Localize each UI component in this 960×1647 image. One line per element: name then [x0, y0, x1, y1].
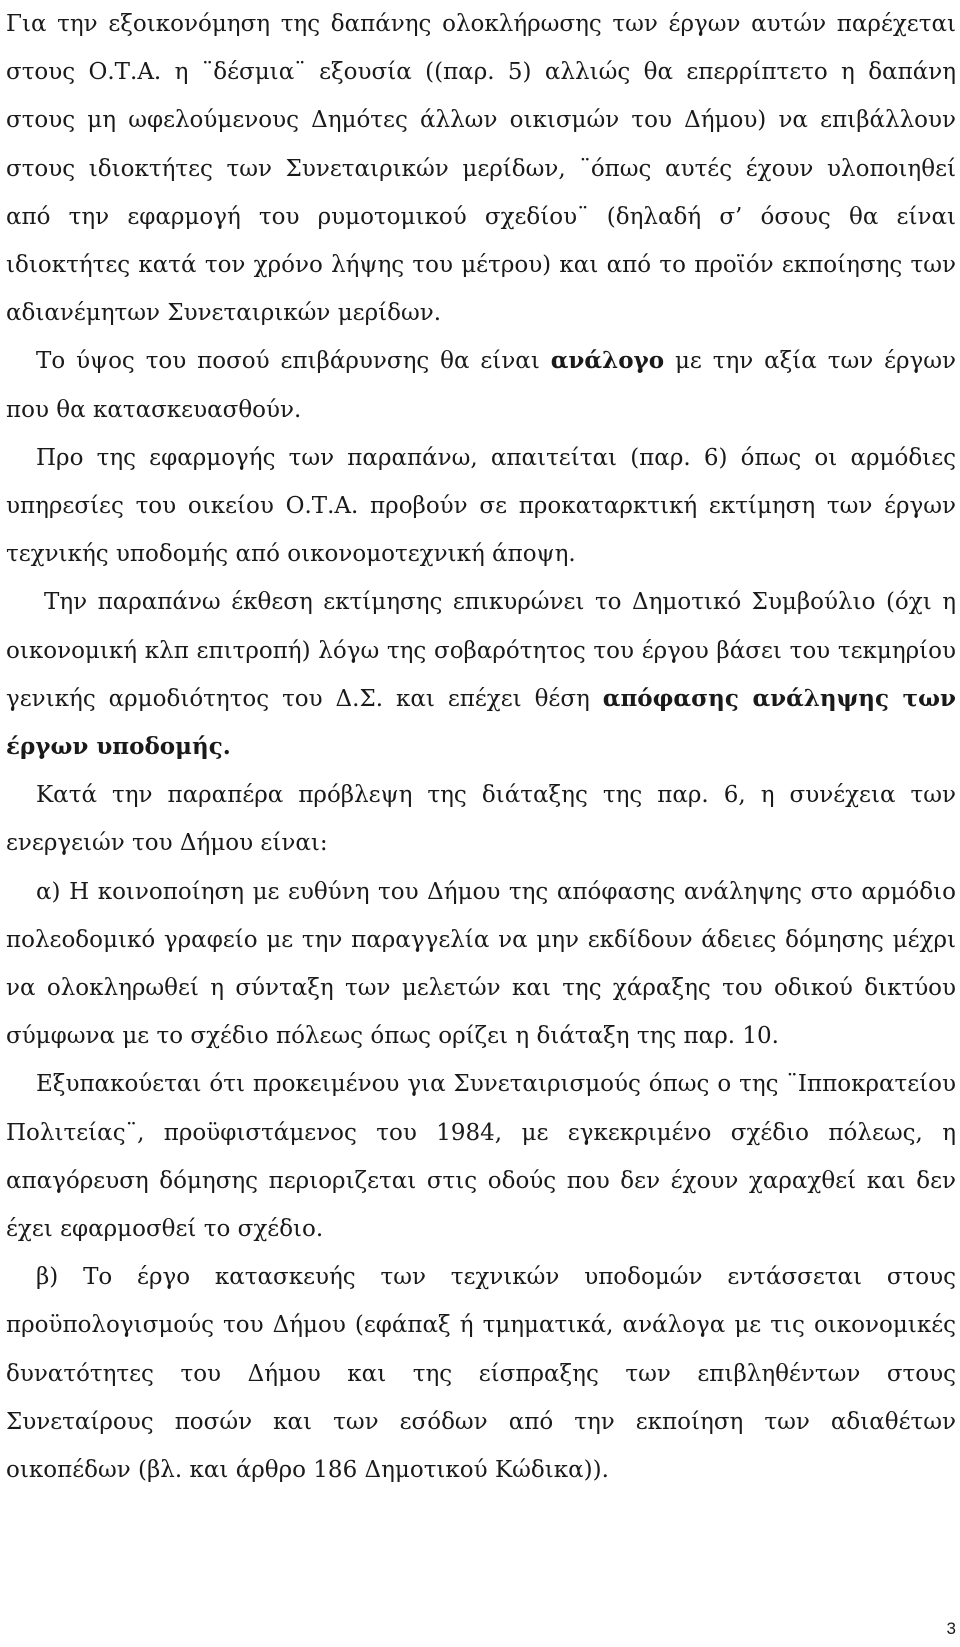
- paragraph-2-text-b: με την αξία των έργων που θα κατασκευασθούν.: [6, 348, 956, 423]
- paragraph-6: α) Η κοινοποίηση με ευθύνη του Δήμου της απόφασης ανάληψης στο αρμόδιο πολεοδομικό γραφείο με την παραγγελία να μην εκδίδουν άδειες δόμησης μέχρι να ολοκληρωθεί η σύνταξη των μελετών και της χάραξης του οδικού δικτύου σύμφωνα με το σχέδιο πόλεως όπως ορίζει η διάταξη της παρ. 10.: [6, 878, 956, 1050]
- paragraph-4: [6, 578, 956, 771]
- paragraph-3: Προ της εφαρμογής των παραπάνω, απαιτείται (παρ. 6) όπως οι αρμόδιες υπηρεσίες του οικείου Ο.Τ.Α. προβούν σε προκαταρκτική εκτίμηση των έργων τεχνικής υποδομής από οικονομοτεχνική άποψη.: [6, 444, 956, 568]
- paragraph-1: Για την εξοικονόμηση της δαπάνης ολοκλήρωσης των έργων αυτών παρέχεται στους Ο.Τ.Α. η ¨δέσμια¨ εξουσία ((παρ. 5) αλλιώς θα επερρίπτετο η δαπάνη στους μη ωφελούμενους Δημότες άλλων οικισμών του Δήμου) να επιβάλλουν στους ιδιοκτήτες των Συνεταιρικών μερίδων, ¨όπως αυτές έχουν υλοποιηθεί από την εφαρμογή του ρυμοτομικού σχεδίου¨ (δηλαδή σ’ όσους θα είναι ιδιοκτήτες κατά τον χρόνο λήψης του μέτρου) και από το προϊόν εκποίησης των αδιανέμητων Συνεταιρικών μερίδων.: [6, 11, 956, 327]
- paragraph-4-emphasis: απόφασης ανάληψης των έργων υποδομής.: [6, 684, 956, 761]
- page-number: 3: [946, 1619, 956, 1638]
- paragraph-2-text-a: Το ύψος του ποσού επιβάρυνσης θα είναι: [36, 348, 551, 375]
- paragraph-5: Κατά την παραπέρα πρόβλεψη της διάταξης της παρ. 6, η συνέχεια των ενεργειών του Δήμου είναι:: [6, 782, 956, 857]
- paragraph-8: β) Το έργο κατασκευής των τεχνικών υποδομών εντάσσεται στους προϋπολογισμούς του Δήμου (εφάπαξ ή τμηματικά, ανάλογα με τις οικονομικές δυνατότητες του Δήμου και της είσπραξης των επιβληθέντων στους Συνεταίρους ποσών και των εσόδων από την εκποίηση των αδιαθέτων οικοπέδων (βλ. και άρθρο 186 Δημοτικού Κώδικα)).: [6, 1264, 956, 1484]
- paragraph-2-emphasis: ανάλογο: [550, 347, 665, 375]
- paragraph-7: Εξυπακούεται ότι προκειμένου για Συνεταιρισμούς όπως ο της ¨Ιπποκρατείου Πολιτείας¨, προϋφιστάμενος του 1984, με εγκεκριμένο σχέδιο πόλεως, η απαγόρευση δόμησης περιοριζεται στις οδούς που δεν έχουν χαραχθεί και δεν έχει εφαρμοσθεί το σχέδιο.: [6, 1071, 956, 1243]
- document-page: [6, 0, 956, 1494]
- paragraph-2: [6, 337, 956, 433]
- paragraph-4-text: Την παραπάνω έκθεση εκτίμησης επικυρώνει το Δημοτικό Συμβούλιο (όχι η οικονομική κλπ επιτροπή) λόγω της σοβαρότητος του έργου βάσει του τεκμηρίου γενικής αρμοδιότητος του Δ.Σ. και επέχει θέση: [6, 589, 956, 712]
